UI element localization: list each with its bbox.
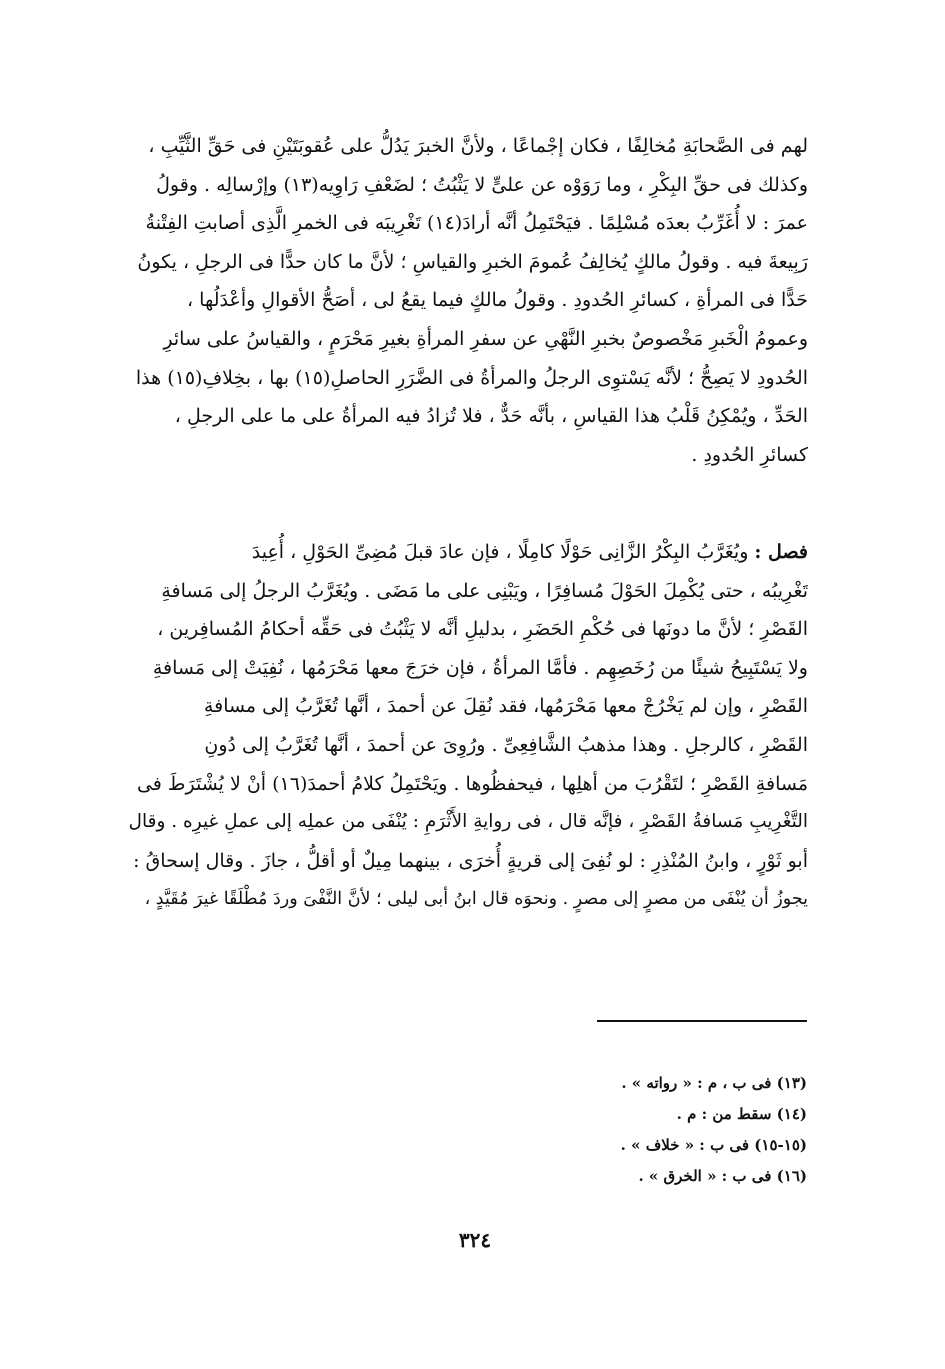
text-line: مَسافةِ القَصْرِ ؛ لتَقْرُبَ من أهلِها ، فيحفظُوها . ويَحْتَمِلُ كلامُ أحمدَ(١٦) أنْ لا يُشْتَرَطَ فى [136, 772, 808, 795]
text-line-first [128, 533, 808, 572]
footnote: (١٤) سقط من : م . [676, 1105, 807, 1123]
text-line-start: ويُغَرَّبُ البِكْرُ الزَّانِى حَوْلًا كامِلًا ، فإن عادَ قبلَ مُضِىِّ الحَوْلِ ، أُعِيدَ [251, 541, 749, 563]
text-line: التَّغْرِيبِ مَسافةُ القَصْرِ ، فإنَّه قال ، فى روايةِ الأَثْرَمِ : يُنْفَى من عملِه إلى عملِ غيرِه . وقال [128, 811, 808, 833]
text-line: القَصْرِ ؛ لأنَّ ما دونَها فى حُكْمِ الحَضَرِ ، بدليلِ أنَّه لا يَثْبُتُ فى حَقِّه أحكامُ المُسافِرين ، [157, 618, 808, 641]
footnote-divider [597, 1020, 807, 1022]
text-line: وكذلك فى حقِّ البِكْرِ ، وما رَوَوْه عن علىٍّ لا يَثْبُتُ ؛ لضَعْفِ رَاوِيه(١٣) وإرْسالِه . وقولُ [156, 173, 808, 196]
text-line: حَدًّا فى المرأةِ ، كسائرِ الحُدودِ . وقولُ مالكٍ فيما يقعُ لى ، أصَحُّ الأقوالِ وأعْدَلُها ، [187, 289, 808, 312]
text-line: وعمومُ الْخَبرِ مَخْصوصٌ بخبرِ النَّهْىِ عن سفرِ المرأةِ بغيرِ مَحْرَمٍ ، والقياسُ على سائرِ [163, 327, 808, 350]
section-heading: فصل : [754, 541, 808, 563]
text-line: تَغْرِيبُه ، حتى يُكْمِلَ الحَوْلَ مُسافِرًا ، ويَبْنِى على ما مَضَى . ويُغَرَّبُ الرجلُ إلى مَسافةِ [161, 579, 808, 602]
text-line: الحَدِّ ، ويُمْكِنُ قَلْبُ هذا القياسِ ، بأنَّه حَدٌّ ، فلا تُزادُ فيه المرأةُ على ما على الرجلِ ، [174, 405, 808, 428]
footnote: (١٣) فى ب ، م : « رواته » . [621, 1074, 807, 1092]
text-line: الحُدودِ لا يَصِحُّ ؛ لأنَّه يَسْتوِى الرجلُ والمرأةُ فى الضَّرَرِ الحاصلِ(١٥) بها ، بخِلافِ(١٥) هذا [135, 366, 808, 389]
text-line: كسائرِ الحُدودِ . [691, 443, 808, 466]
text-line: ولا يَسْتَبِيحُ شيئًا من رُخَصِهِم . فأمَّا المرأةُ ، فإن خرَجَ معها مَحْرَمُها ، نُفِيَتْ إلى مَسافةِ [152, 656, 808, 679]
text-line: يجوزُ أن يُنْفَى من مصرٍ إلى مصرٍ . ونحوَه قال ابنُ أبى ليلى ؛ لأنَّ النَّفْىَ وردَ مُطْلَقًا غيرَ مُقَيَّدٍ ، [144, 889, 808, 910]
text-line: رَبِيعةَ فيه . وقولُ مالكٍ يُخالِفُ عُمومَ الخبرِ والقياسِ ؛ لأنَّ ما كان حدًّا فى الرجلِ ، يكونُ [137, 250, 808, 273]
text-line: عمرَ : لا أُغَرِّبُ بعدَه مُسْلِمًا . فيَحْتَمِلُ أنَّه أرادَ(١٤) تَغْرِيبَه فى الخمرِ الَّذِى أصابتِ الفِتْنةُ [145, 212, 808, 235]
footnote: (١٥-١٥) فى ب : « خلاف » . [620, 1136, 807, 1154]
footnote: (١٦) فى ب : « الخرق » . [638, 1167, 807, 1185]
footnotes [420, 1068, 807, 1192]
text-line: أبو ثَوْرٍ ، وابنُ المُنْذِرِ : لو نُفِىَ إلى قريةٍ أُخرَى ، بينهما مِيلٌ أو أقلُّ ، جازَ . وقال إسحاقُ : [133, 849, 808, 872]
text-line: القَصْرِ ، كالرجلِ . وهذا مذهبُ الشَّافِعِىِّ . ورُوِىَ عن أحمدَ ، أنَّها تُغَرَّبُ إلى دُونِ [204, 733, 808, 756]
text-line: القَصْرِ ، وإن لم يَخْرُجْ معها مَحْرَمُها، فقد نُقِلَ عن أحمدَ ، أنَّها تُغَرَّبُ إلى مسافةِ [203, 695, 808, 718]
paragraph-2 [128, 533, 808, 919]
page-number: ٣٢٤ [458, 1228, 492, 1252]
paragraph-1 [128, 127, 808, 474]
text-line: لهم فى الصَّحابَةِ مُخالِفًا ، فكان إجْماعًا ، ولأنَّ الخبرَ يَدُلُّ على عُقوبَتَيْنِ فى حَقِّ الثَّيِّبِ ، [148, 135, 808, 157]
